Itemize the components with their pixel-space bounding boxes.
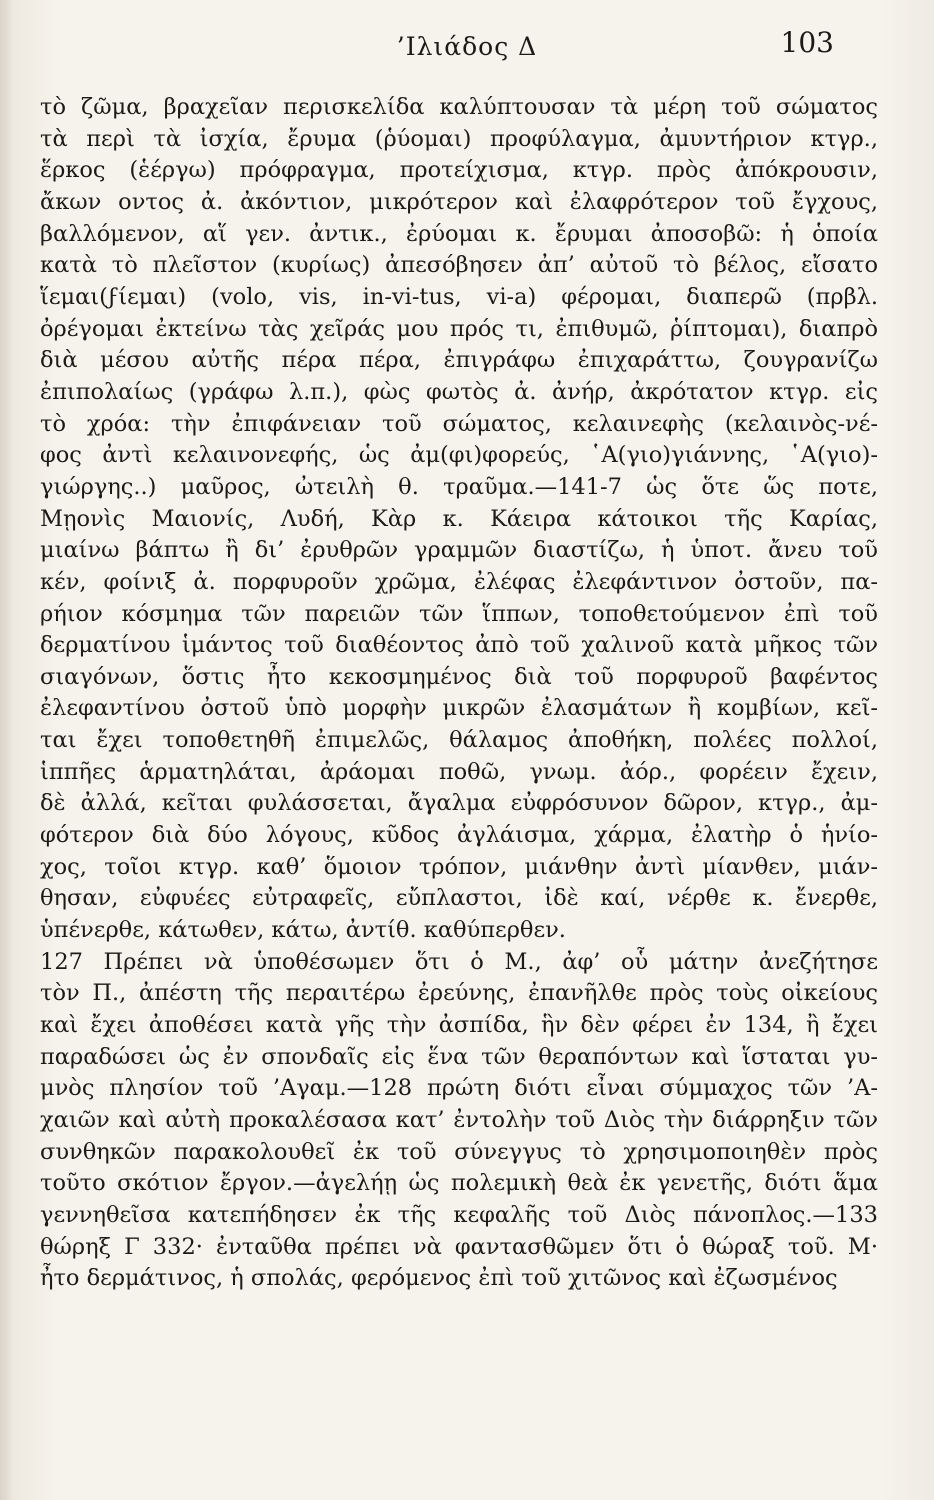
text-line: δερματίνου ἱμάντος τοῦ διαθέοντος ἀπὸ τοῦ χαλινοῦ κατὰ μῆκος τῶν bbox=[40, 632, 878, 659]
text-line: ἄκων οντος ἀ. ἀκόντιον, μικρότερον καὶ ἐλαφρότερον τοῦ ἔγχους, bbox=[40, 188, 878, 215]
text-line: παραδώσει ὡς ἐν σπονδαῖς εἰς ἕνα τῶν θεραπόντων καὶ ἵσταται γυ- bbox=[40, 1043, 878, 1070]
page-binding-shadow bbox=[0, 0, 14, 1500]
text-line: ἦτο δερμάτινος, ἡ σπολάς, φερόμενος ἐπὶ τοῦ χιτῶνος καὶ ἐζωσμένος bbox=[40, 1265, 838, 1292]
text-line: καὶ ἔχει ἀποθέσει κατὰ γῆς τὴν ἀσπίδα, ἣν δὲν φέρει ἐν 134, ἢ ἔχει bbox=[40, 1012, 878, 1039]
text-line: γιώργης..) μαῦρος, ὠτειλὴ θ. τραῦμα.—141-7 ὡς ὅτε ὥς ποτε, bbox=[40, 473, 878, 500]
text-line: ται ἔχει τοποθετηθῆ ἐπιμελῶς, θάλαμος ἀποθήκη, πολέες πολλοί, bbox=[40, 727, 878, 754]
running-head: ’Ιλιάδος Δ bbox=[396, 32, 538, 61]
text-line: γεννηθεῖσα κατεπήδησεν ἐκ τῆς κεφαλῆς τοῦ Διὸς πάνοπλος.—133 bbox=[40, 1201, 878, 1228]
text-line: Μῃονὶς Μαιονίς, Λυδή, Κὰρ κ. Κάειρα κάτοικοι τῆς Καρίας, bbox=[40, 505, 878, 532]
text-line: χαιῶν καὶ αὐτὴ προκαλέσασα κατ’ ἐντολὴν τοῦ Διὸς τὴν διάρρηξιν τῶν bbox=[40, 1107, 878, 1133]
page-number: 103 bbox=[780, 26, 834, 59]
text-line: τὸ χρόα: τὴν ἐπιφάνειαν τοῦ σώματος, κελαινεφὴς (κελαινὸς-νέ- bbox=[40, 410, 878, 437]
text-line: τὰ περὶ τὰ ἰσχία, ἔρυμα (ῥύομαι) προφύλαγμα, ἀμυντήριον κτγρ., bbox=[40, 125, 878, 152]
page-header bbox=[0, 22, 934, 66]
text-line: κατὰ τὸ πλεῖστον (κυρίως) ἀπεσόβησεν ἀπ’ αὐτοῦ τὸ βέλος, εἴσατο bbox=[40, 252, 878, 279]
text-line: τὸν Π., ἀπέστη τῆς περαιτέρω ἐρεύνης, ἐπανῆλθε πρὸς τοὺς οἰκείους bbox=[40, 980, 878, 1007]
text-line: ἱππῆες ἁρματηλάται, ἀράομαι ποθῶ, γνωμ. ἀόρ., φορέειν ἔχειν, bbox=[40, 758, 878, 785]
text-line: ὑπένερθε, κάτωθεν, κάτω, ἀντίθ. καθύπερθεν. bbox=[40, 917, 566, 944]
text-line: ρήιον κόσμημα τῶν παρειῶν τῶν ἵππων, τοποθετούμενον ἐπὶ τοῦ bbox=[40, 600, 878, 627]
text-line: τὸ ζῶμα, βραχεῖαν περισκελίδα καλύπτουσαν τὰ μέρη τοῦ σώματος bbox=[40, 94, 878, 120]
text-line: ἕρκος (ἑέργω) πρόφραγμα, προτείχισμα, κτγρ. πρὸς ἀπόκρουσιν, bbox=[40, 157, 878, 184]
text-line: δὲ ἀλλά, κεῖται φυλάσσεται, ἄγαλμα εὐφρόσυνον δῶρον, κτγρ., ἀμ- bbox=[40, 790, 878, 817]
text-line: 127 Πρέπει νὰ ὑποθέσωμεν ὅτι ὁ Μ., ἀφ’ οὗ μάτην ἀνεζήτησε bbox=[40, 948, 878, 975]
text-line: ἐλεφαντίνου ὀστοῦ ὑπὸ μορφὴν μικρῶν ἐλασμάτων ἢ κομβίων, κεῖ- bbox=[40, 695, 878, 722]
text-line: χος, τοῖοι κτγρ. καθ’ ὅμοιον τρόπον, μιάνθην ἀντὶ μίανθεν, μιάν- bbox=[40, 853, 878, 880]
text-line: ὀρέγομαι ἐκτείνω τὰς χεῖράς μου πρός τι, ἐπιθυμῶ, ῥίπτομαι), διαπρὸ bbox=[40, 315, 878, 342]
text-line: σιαγόνων, ὅστις ἦτο κεκοσμημένος διὰ τοῦ πορφυροῦ βαφέντος bbox=[40, 663, 878, 690]
text-line: μνὸς πλησίον τοῦ ’Αγαμ.—128 πρώτη διότι εἶναι σύμμαχος τῶν ’Α- bbox=[40, 1075, 878, 1102]
text-line: διὰ μέσου αὐτῆς πέρα πέρα, ἐπιγράφω ἐπιχαράττω, ζουγρανίζω bbox=[40, 347, 878, 374]
text-line: θώρηξ Γ 332· ἐνταῦθα πρέπει νὰ φαντασθῶμεν ὅτι ὁ θώραξ τοῦ. Μ· bbox=[40, 1233, 878, 1260]
commentary-text bbox=[40, 92, 878, 1295]
text-line: βαλλόμενον, αἵ γεν. ἀντικ., ἐρύομαι κ. ἔρυμαι ἀποσοβῶ: ἡ ὁποία bbox=[40, 220, 878, 247]
text-line: κέν, φοίνιξ ἀ. πορφυροῦν χρῶμα, ἐλέφας ἐλεφάντινον ὀστοῦν, πα- bbox=[40, 568, 878, 595]
text-line: θησαν, εὐφυέες εὐτραφεῖς, εὔπλαστοι, ἰδὲ καί, νέρθε κ. ἔνερθε, bbox=[40, 885, 878, 912]
text-line: ἐπιπολαίως (γράφω λ.π.), φὼς φωτὸς ἀ. ἀνήρ, ἀκρότατον κτγρ. εἰς bbox=[40, 378, 878, 405]
text-line: μιαίνω βάπτω ἢ δι’ ἐρυθρῶν γραμμῶν διαστίζω, ἡ ὑποτ. ἄνευ τοῦ bbox=[40, 537, 878, 564]
text-line: τοῦτο σκότιον ἔργον.—ἀγελήῃ ὡς πολεμικὴ θεὰ ἐκ γενετῆς, διότι ἅμα bbox=[40, 1170, 878, 1197]
text-line: φος ἀντὶ κελαινονεφής, ὡς ἀμ(φι)φορεύς, ῾Α(γιο)γιάννης, ῾Α(γιο)- bbox=[40, 442, 878, 469]
text-line: συνθηκῶν παρακολουθεῖ ἐκ τοῦ σύνεγγυς τὸ χρησιμοποιηθὲν πρὸς bbox=[40, 1138, 878, 1165]
text-line: φότερον διὰ δύο λόγους, κῦδος ἀγλάισμα, χάρμα, ἐλατὴρ ὁ ἡνίο- bbox=[40, 822, 878, 849]
text-line: ἵεμαι(ϝίεμαι) (volo, vis, in-vi-tus, vi-a) φέρομαι, διαπερῶ (πρβλ. bbox=[40, 283, 878, 310]
